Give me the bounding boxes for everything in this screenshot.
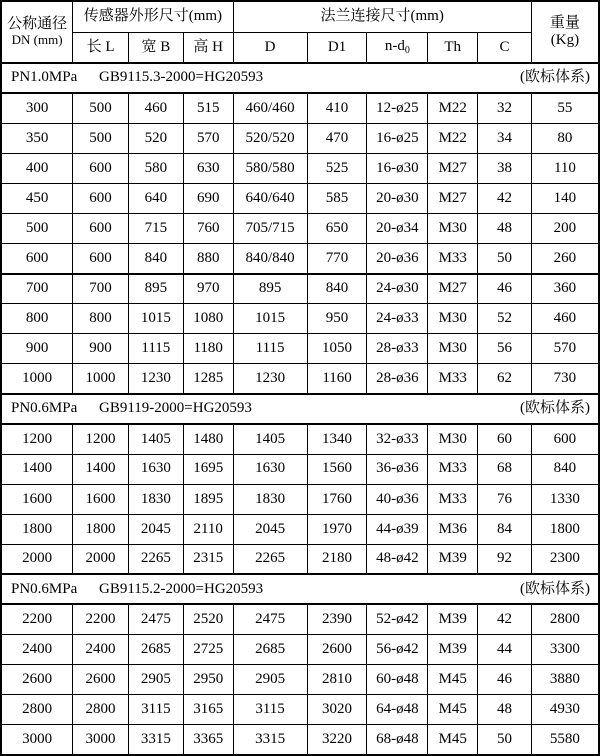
section-standard-code: GB9119-2000=HG20593 <box>99 400 252 417</box>
table-cell: 2800 <box>1 695 73 725</box>
table-cell: 2000 <box>1 544 73 574</box>
section-header-row <box>1 574 599 604</box>
table-cell: 1560 <box>307 454 367 484</box>
weight-unit: (Kg) <box>550 32 580 48</box>
table-cell: 2265 <box>233 544 307 574</box>
col-header-weight <box>531 1 599 63</box>
table-cell: 1405 <box>233 424 307 454</box>
table-cell: 970 <box>183 274 233 304</box>
table-row <box>1 424 599 454</box>
table-cell: 56 <box>478 334 532 364</box>
table-cell: 895 <box>128 274 183 304</box>
table-cell: 2180 <box>307 544 367 574</box>
table-cell: 1340 <box>307 424 367 454</box>
table-row <box>1 514 599 544</box>
dn-subtitle: DN (mm) <box>11 32 63 48</box>
section-header-cell <box>1 63 599 93</box>
section-note: (欧标体系) <box>520 69 590 86</box>
table-cell: 2800 <box>531 604 599 634</box>
table-cell: 3365 <box>183 725 233 755</box>
table-row <box>1 634 599 664</box>
table-cell: 600 <box>73 213 129 243</box>
table-cell: 4930 <box>531 695 599 725</box>
section-header-row <box>1 63 599 93</box>
table-cell: 690 <box>183 183 233 213</box>
table-cell: 730 <box>531 364 599 394</box>
table-cell: 2950 <box>183 665 233 695</box>
table-cell: 34 <box>478 123 532 153</box>
table-row <box>1 304 599 334</box>
table-cell: 800 <box>73 304 129 334</box>
table-cell: 800 <box>1 304 73 334</box>
table-cell: 840 <box>307 274 367 304</box>
table-cell: 400 <box>1 153 73 183</box>
table-cell: 1230 <box>128 364 183 394</box>
table-cell: 2685 <box>128 634 183 664</box>
table-cell: M27 <box>428 274 478 304</box>
table-cell: 60 <box>478 424 532 454</box>
table-cell: 500 <box>73 93 129 123</box>
table-cell: M33 <box>428 454 478 484</box>
table-cell: 700 <box>1 274 73 304</box>
table-cell: 715 <box>128 213 183 243</box>
table-cell: 2390 <box>307 604 367 634</box>
table-cell: M27 <box>428 153 478 183</box>
table-cell: 1015 <box>233 304 307 334</box>
col-header-dn <box>1 1 73 63</box>
table-cell: 12-ø25 <box>367 93 428 123</box>
table-cell: 1115 <box>233 334 307 364</box>
table-cell: 44-ø39 <box>367 514 428 544</box>
table-cell: 1600 <box>1 484 73 514</box>
table-cell: 42 <box>478 183 532 213</box>
table-cell: M45 <box>428 695 478 725</box>
table-cell: 1080 <box>183 304 233 334</box>
table-cell: 300 <box>1 93 73 123</box>
table-cell: 3315 <box>233 725 307 755</box>
table-cell: 24-ø33 <box>367 304 428 334</box>
table-cell: 705/715 <box>233 213 307 243</box>
table-cell: 80 <box>531 123 599 153</box>
table-cell: 1970 <box>307 514 367 544</box>
col-header-d: D <box>233 32 307 63</box>
table-cell: 2315 <box>183 544 233 574</box>
weight-title: 重量 <box>549 14 580 31</box>
table-cell: 3880 <box>531 665 599 695</box>
table-cell: 585 <box>307 183 367 213</box>
table-cell: M22 <box>428 93 478 123</box>
table-cell: 1760 <box>307 484 367 514</box>
table-cell: 2475 <box>128 604 183 634</box>
table-cell: 650 <box>307 213 367 243</box>
table-cell: 46 <box>478 665 532 695</box>
table-cell: 520/520 <box>233 123 307 153</box>
table-cell: 20-ø36 <box>367 243 428 273</box>
table-cell: 20-ø30 <box>367 183 428 213</box>
table-cell: 20-ø34 <box>367 213 428 243</box>
col-group-sensor-dimensions: 传感器外形尺寸(mm) <box>73 1 233 32</box>
table-cell: 770 <box>307 243 367 273</box>
col-group-flange-dimensions: 法兰连接尺寸(mm) <box>233 1 531 32</box>
table-cell: M30 <box>428 213 478 243</box>
table-cell: 50 <box>478 725 532 755</box>
table-cell: 2810 <box>307 665 367 695</box>
table-cell: 2045 <box>233 514 307 544</box>
table-cell: 1800 <box>531 514 599 544</box>
section-pressure-rating: PN1.0MPa <box>11 69 78 86</box>
table-cell: 52 <box>478 304 532 334</box>
section-header-cell <box>1 574 599 604</box>
col-header-length: 长 L <box>73 32 129 63</box>
table-row <box>1 243 599 273</box>
table-cell: 1800 <box>1 514 73 544</box>
table-row <box>1 665 599 695</box>
table-cell: 2300 <box>531 544 599 574</box>
table-cell: 1050 <box>307 334 367 364</box>
table-cell: 92 <box>478 544 532 574</box>
table-cell: 1000 <box>1 364 73 394</box>
table-cell: 68 <box>478 454 532 484</box>
table-cell: M33 <box>428 484 478 514</box>
table-cell: 570 <box>531 334 599 364</box>
table-cell: 3115 <box>233 695 307 725</box>
section-header-cell <box>1 394 599 424</box>
table-cell: 2905 <box>128 665 183 695</box>
table-cell: 36-ø36 <box>367 454 428 484</box>
table-cell: 2725 <box>183 634 233 664</box>
table-cell: 1895 <box>183 484 233 514</box>
table-cell: 2400 <box>1 634 73 664</box>
table-cell: 1200 <box>73 424 129 454</box>
table-cell: 16-ø25 <box>367 123 428 153</box>
table-row <box>1 123 599 153</box>
table-cell: 2600 <box>307 634 367 664</box>
section-note: (欧标体系) <box>520 580 590 597</box>
col-header-nd0 <box>367 32 428 63</box>
table-cell: 2600 <box>73 665 129 695</box>
table-cell: 50 <box>478 243 532 273</box>
table-cell: 2475 <box>233 604 307 634</box>
table-cell: M36 <box>428 514 478 544</box>
table-cell: 1000 <box>73 364 129 394</box>
table-cell: 1630 <box>128 454 183 484</box>
table-cell: 16-ø30 <box>367 153 428 183</box>
table-cell: 450 <box>1 183 73 213</box>
table-cell: 350 <box>1 123 73 153</box>
table-cell: 1695 <box>183 454 233 484</box>
section-standard-code: GB9115.3-2000=HG20593 <box>99 69 264 86</box>
table-cell: 110 <box>531 153 599 183</box>
table-cell: 28-ø36 <box>367 364 428 394</box>
table-cell: 410 <box>307 93 367 123</box>
section-pressure-rating: PN0.6MPa <box>11 400 78 417</box>
table-cell: 2685 <box>233 634 307 664</box>
table-cell: 500 <box>1 213 73 243</box>
table-cell: 2200 <box>73 604 129 634</box>
table-row <box>1 454 599 484</box>
table-cell: 60-ø48 <box>367 665 428 695</box>
table-cell: 640 <box>128 183 183 213</box>
table-cell: 52-ø42 <box>367 604 428 634</box>
table-cell: 1330 <box>531 484 599 514</box>
table-cell: 900 <box>1 334 73 364</box>
table-cell: 48 <box>478 213 532 243</box>
table-cell: 1630 <box>233 454 307 484</box>
table-cell: 500 <box>73 123 129 153</box>
table-cell: 1800 <box>73 514 129 544</box>
table-cell: 600 <box>531 424 599 454</box>
table-row <box>1 153 599 183</box>
table-cell: 200 <box>531 213 599 243</box>
table-cell: 48-ø42 <box>367 544 428 574</box>
table-cell: M39 <box>428 544 478 574</box>
table-cell: 62 <box>478 364 532 394</box>
col-header-height: 高 H <box>183 32 233 63</box>
table-cell: 3165 <box>183 695 233 725</box>
table-cell: 1115 <box>128 334 183 364</box>
table-cell: 3315 <box>128 725 183 755</box>
table-cell: 950 <box>307 304 367 334</box>
table-row <box>1 93 599 123</box>
col-header-th: Th <box>428 32 478 63</box>
table-cell: 48 <box>478 695 532 725</box>
nd0-base: n-d <box>384 38 405 54</box>
table-cell: 1400 <box>73 454 129 484</box>
table-cell: 1200 <box>1 424 73 454</box>
table-cell: 525 <box>307 153 367 183</box>
table-cell: 64-ø48 <box>367 695 428 725</box>
table-body <box>1 63 599 755</box>
table-cell: 460 <box>128 93 183 123</box>
table-cell: 470 <box>307 123 367 153</box>
table-cell: M39 <box>428 604 478 634</box>
table-cell: 1400 <box>1 454 73 484</box>
table-cell: 1600 <box>73 484 129 514</box>
table-cell: 3300 <box>531 634 599 664</box>
table-cell: 38 <box>478 153 532 183</box>
col-header-c: C <box>478 32 532 63</box>
table-cell: M33 <box>428 243 478 273</box>
table-cell: 3000 <box>1 725 73 755</box>
table-row <box>1 484 599 514</box>
table-cell: 3220 <box>307 725 367 755</box>
table-cell: 515 <box>183 93 233 123</box>
table-cell: 460 <box>531 304 599 334</box>
table-cell: 1015 <box>128 304 183 334</box>
table-row <box>1 695 599 725</box>
table-cell: 2600 <box>1 665 73 695</box>
table-cell: 1830 <box>128 484 183 514</box>
table-cell: 520 <box>128 123 183 153</box>
table-cell: 1160 <box>307 364 367 394</box>
table-cell: 760 <box>183 213 233 243</box>
table-row <box>1 213 599 243</box>
table-cell: 900 <box>73 334 129 364</box>
table-cell: M30 <box>428 334 478 364</box>
table-cell: M39 <box>428 634 478 664</box>
table-cell: 700 <box>73 274 129 304</box>
table-cell: 460/460 <box>233 93 307 123</box>
table-cell: 56-ø42 <box>367 634 428 664</box>
table-cell: M30 <box>428 424 478 454</box>
table-cell: 3115 <box>128 695 183 725</box>
table-row <box>1 274 599 304</box>
header-row-columns <box>1 32 599 63</box>
table-cell: 55 <box>531 93 599 123</box>
col-header-width: 宽 B <box>128 32 183 63</box>
table-cell: 840 <box>128 243 183 273</box>
table-cell: 32 <box>478 93 532 123</box>
table-cell: 2200 <box>1 604 73 634</box>
table-row <box>1 183 599 213</box>
dn-title: 公称通径 <box>7 15 68 32</box>
table-row <box>1 604 599 634</box>
table-cell: M45 <box>428 665 478 695</box>
table-cell: 40-ø36 <box>367 484 428 514</box>
table-cell: M27 <box>428 183 478 213</box>
table-cell: 840/840 <box>233 243 307 273</box>
table-cell: 600 <box>73 243 129 273</box>
table-cell: M22 <box>428 123 478 153</box>
table-cell: 5580 <box>531 725 599 755</box>
table-cell: 260 <box>531 243 599 273</box>
table-row <box>1 725 599 755</box>
table-cell: 28-ø33 <box>367 334 428 364</box>
table-cell: 140 <box>531 183 599 213</box>
table-cell: 3000 <box>73 725 129 755</box>
table-cell: 84 <box>478 514 532 544</box>
table-cell: 840 <box>531 454 599 484</box>
section-header-row <box>1 394 599 424</box>
table-cell: 24-ø30 <box>367 274 428 304</box>
table-cell: M45 <box>428 725 478 755</box>
table-cell: 1405 <box>128 424 183 454</box>
table-cell: 580/580 <box>233 153 307 183</box>
table-cell: 46 <box>478 274 532 304</box>
table-row <box>1 544 599 574</box>
table-cell: 2110 <box>183 514 233 544</box>
table-cell: 600 <box>73 153 129 183</box>
table-cell: 570 <box>183 123 233 153</box>
table-cell: 2400 <box>73 634 129 664</box>
table-cell: 880 <box>183 243 233 273</box>
table-cell: 2800 <box>73 695 129 725</box>
table-cell: 42 <box>478 604 532 634</box>
table-cell: 2905 <box>233 665 307 695</box>
table-row <box>1 364 599 394</box>
table-cell: 640/640 <box>233 183 307 213</box>
table-cell: 32-ø33 <box>367 424 428 454</box>
nd0-subscript: 0 <box>404 45 410 56</box>
table-cell: M30 <box>428 304 478 334</box>
table-cell: 2265 <box>128 544 183 574</box>
table-cell: 2045 <box>128 514 183 544</box>
table-cell: 360 <box>531 274 599 304</box>
table-cell: 44 <box>478 634 532 664</box>
table-cell: 580 <box>128 153 183 183</box>
section-standard-code: GB9115.2-2000=HG20593 <box>99 580 264 597</box>
table-cell: 630 <box>183 153 233 183</box>
table-cell: 895 <box>233 274 307 304</box>
table-row <box>1 334 599 364</box>
section-pressure-rating: PN0.6MPa <box>11 580 78 597</box>
section-note: (欧标体系) <box>520 400 590 417</box>
col-header-d1: D1 <box>307 32 367 63</box>
table-cell: 1180 <box>183 334 233 364</box>
table-cell: 68-ø48 <box>367 725 428 755</box>
table-cell: 3020 <box>307 695 367 725</box>
table-cell: 76 <box>478 484 532 514</box>
table-cell: 2000 <box>73 544 129 574</box>
table-cell: 2520 <box>183 604 233 634</box>
table-header <box>1 1 599 63</box>
table-cell: 600 <box>1 243 73 273</box>
table-cell: M33 <box>428 364 478 394</box>
table-cell: 1285 <box>183 364 233 394</box>
header-row-groups <box>1 1 599 32</box>
table-cell: 1230 <box>233 364 307 394</box>
table-cell: 1830 <box>233 484 307 514</box>
table-cell: 1480 <box>183 424 233 454</box>
table-cell: 600 <box>73 183 129 213</box>
